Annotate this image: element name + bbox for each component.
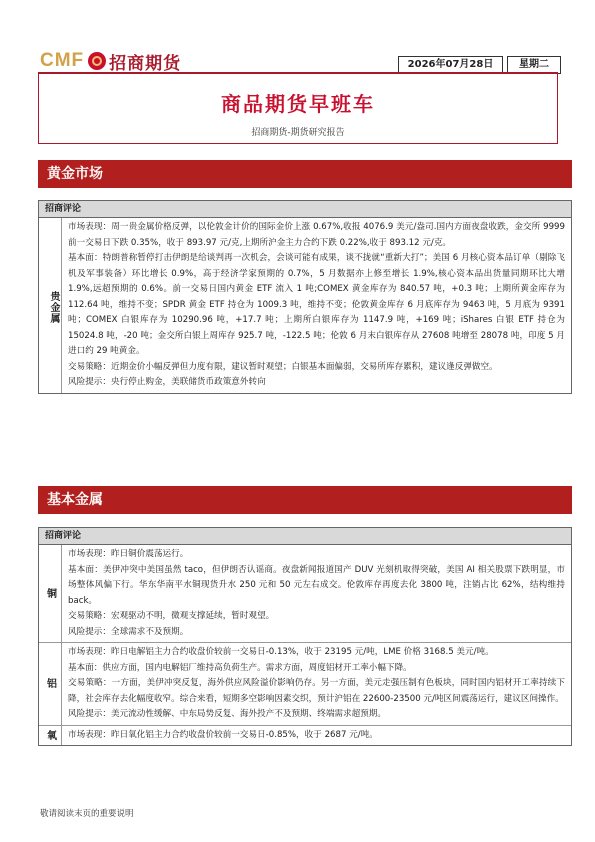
table-header: 招商评论: [39, 201, 571, 218]
market-performance-text: 市场表现：昨日电解铝主力合约收盘价较前一交易日-0.13%，收于 23195 元/吨，LME 价格 3168.5 美元/吨。: [68, 647, 494, 657]
logo-cmf-text: CMF: [40, 50, 85, 71]
row-content: [62, 545, 571, 642]
market-performance-text: 市场表现：昨日铜价震荡运行。: [68, 549, 189, 559]
row-content: [62, 726, 571, 746]
report-weekday: 星期二: [507, 56, 561, 74]
table-row: [39, 643, 571, 726]
risk-text: 风险提示：央行停止购金，美联储货币政策意外转向: [68, 377, 266, 387]
logo-emblem-icon: [88, 52, 106, 70]
base-metals-comment-table: [38, 527, 572, 746]
logo-company-name: 招商期货: [109, 53, 182, 74]
market-performance-text: 市场表现：昨日氧化铝主力合约收盘价较前一交易日-0.85%，收于 2687 元/吨。: [68, 729, 378, 740]
page-title: 商品期货早班车: [221, 92, 375, 116]
fundamentals-text: 基本面：供应方面，国内电解铝厂维持高负荷生产。需求方面，周度铝材开工率小幅下降。: [68, 662, 412, 673]
table-row: [39, 218, 571, 393]
table-header: 招商评论: [39, 528, 571, 545]
strategy-text: 交易策略：一方面，美伊冲突反复，海外供应风险溢价影响仍存。另一方面，美元走强压制有色板块，同时国内铝材开工率持续下降，社会库存去化幅度收窄。综合来看，短期多空影响因素交织，预计沪铝在 22600-23500 元/吨区间震荡运行，建议区间操作。: [68, 678, 565, 704]
risk-text: 风险提示：全球需求不及预期。: [68, 626, 189, 637]
section-header-base-metals: 基本金属: [38, 486, 572, 514]
strategy-text: 交易策略：宏观驱动不明，微观支撑延续，暂时观望。: [68, 611, 275, 621]
gold-comment-table: [38, 200, 572, 394]
risk-text: 风险提示：美元流动性缓解、中东局势反复、海外投产不及预期、终端需求超预期。: [68, 709, 386, 719]
company-logo: [40, 50, 181, 72]
row-label-alumina: 氧: [39, 726, 62, 746]
fundamentals-text: 基本面：美伊冲突中美国虽然 taco，但伊朗否认谣商。夜盘新闻报道国产 DUV 光刻机取得突破，美国 AI 相关股票下跌明显，市场整体风偏下行。华东华南平水铜现货升水 250 元和 50 元左右成交。伦敦库存再度去化 3800 吨，注销占比 62%，结构维持 back。: [68, 564, 565, 606]
fundamentals-text: 基本面：特朗普称暂停打击伊朗是给谈判再一次机会，会谈可能有成果，谈不拢就“重新大打”；美国 6 月核心资本品订单（剔除飞机及军事装备）环比增长 0.9%，高于经济学家预期的 0.7%，5 月数据亦上修至增长 1.9%,核心资本品出货量同期环比大增 1.9%,远超预期的 0.6%。前一交易日国内黄金 ETF 流入 1 吨;COMEX 黄金库存为 840.57 吨，+0.3 吨；上期所黄金库存为 112.64 吨，维持不变；SPDR 黄金 ETF 持仓为 1009.3 吨，维持不变；伦敦黄金库存 6 月底库存为 9463 吨，5 月底为 9391 吨；COMEX 白银库存为 10290.96 吨，+17.7 吨；上期所白银库存为 1147.9 吨，+169 吨；iShares 白银 ETF 持仓为 15024.8 吨，-20 吨；金交所白银上周库存 925.7 吨，-122.5 吨；伦敦 6 月末白银库存从 27608 吨增至 28078 吨，印度 5 月进口约 29 吨黄金。: [68, 253, 565, 356]
row-content: [62, 643, 571, 725]
table-row: [39, 545, 571, 643]
market-performance-text: 市场表现：周一贵金属价格反弹，以伦敦金计价的国际金价上涨 0.67%,收报 4076.9 美元/盎司.国内方面夜盘收跌，金交所 9999 前一交易日下跌 0.35%，收于 893.97 元/克,上期所沪金主力合约下跌 0.22%,收于 893.12 元/克。: [68, 222, 565, 248]
row-label-copper: 铜: [39, 545, 62, 642]
table-row: [39, 726, 571, 746]
footer-disclaimer-note: 敬请阅读末页的重要说明: [40, 809, 134, 819]
title-frame: [38, 72, 558, 144]
section-header-gold: 黄金市场: [38, 160, 572, 188]
row-label-precious-metals: 贵金属: [39, 218, 62, 393]
strategy-text: 交易策略：近期金价小幅反弹但力度有限，建议暂时观望；白银基本面偏弱，交易所库存累积，建议逢反弹做空。: [68, 361, 498, 372]
row-content: [62, 218, 571, 393]
report-date: 2026年07月28日: [398, 56, 503, 74]
page-subtitle: 招商期货-期货研究报告: [251, 128, 345, 138]
row-label-aluminum: 铝: [39, 643, 62, 725]
